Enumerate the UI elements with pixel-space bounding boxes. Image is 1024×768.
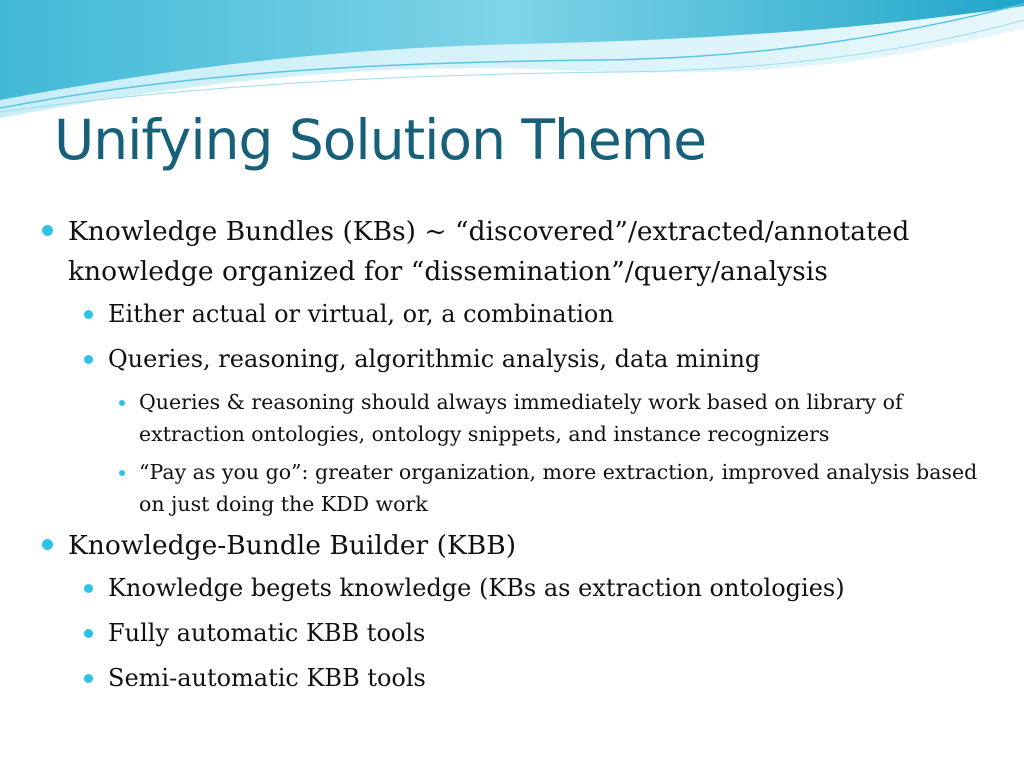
bullet-dot-icon [84, 310, 93, 319]
bullet-dot-icon [84, 355, 93, 364]
bullet-dot-icon [119, 470, 125, 476]
bullet-text: Knowledge begets knowledge (KBs as extraction ontologies) [108, 574, 845, 602]
page-title: Unifying Solution Theme [54, 108, 707, 172]
bullet-text: Queries & reasoning should always immediately work based on library of extraction ontologies, ontology snippets, and instance recognizers [139, 390, 903, 446]
bullet-text: Knowledge Bundles (KBs) ~ “discovered”/extracted/annotated knowledge organized for “dissemination”/query/analysis [68, 216, 910, 287]
bullet-list [38, 212, 998, 705]
bullet-item-level-3 [38, 456, 998, 520]
bullet-item-level-2 [38, 570, 998, 607]
bullet-dot-icon [42, 539, 53, 550]
bullet-item-level-2 [38, 660, 998, 697]
bullet-item-level-3 [38, 386, 998, 450]
bullet-text: Queries, reasoning, algorithmic analysis, data mining [108, 345, 761, 373]
decorative-wave-banner [0, 0, 1024, 120]
bullet-text: Knowledge-Bundle Builder (KBB) [68, 530, 517, 561]
bullet-text: Either actual or virtual, or, a combination [108, 300, 614, 328]
bullet-item-level-2 [38, 615, 998, 652]
bullet-text: Semi-automatic KBB tools [108, 664, 426, 692]
bullet-item-level-2 [38, 296, 998, 333]
bullet-dot-icon [84, 674, 93, 683]
bullet-dot-icon [84, 629, 93, 638]
bullet-dot-icon [84, 584, 93, 593]
bullet-item-level-2 [38, 341, 998, 378]
bullet-item-level-1 [38, 526, 998, 566]
bullet-dot-icon [42, 225, 53, 236]
bullet-item-level-1 [38, 212, 998, 292]
bullet-text: “Pay as you go”: greater organization, more extraction, improved analysis based on just doing the KDD work [139, 460, 978, 516]
bullet-dot-icon [119, 400, 125, 406]
bullet-text: Fully automatic KBB tools [108, 619, 426, 647]
